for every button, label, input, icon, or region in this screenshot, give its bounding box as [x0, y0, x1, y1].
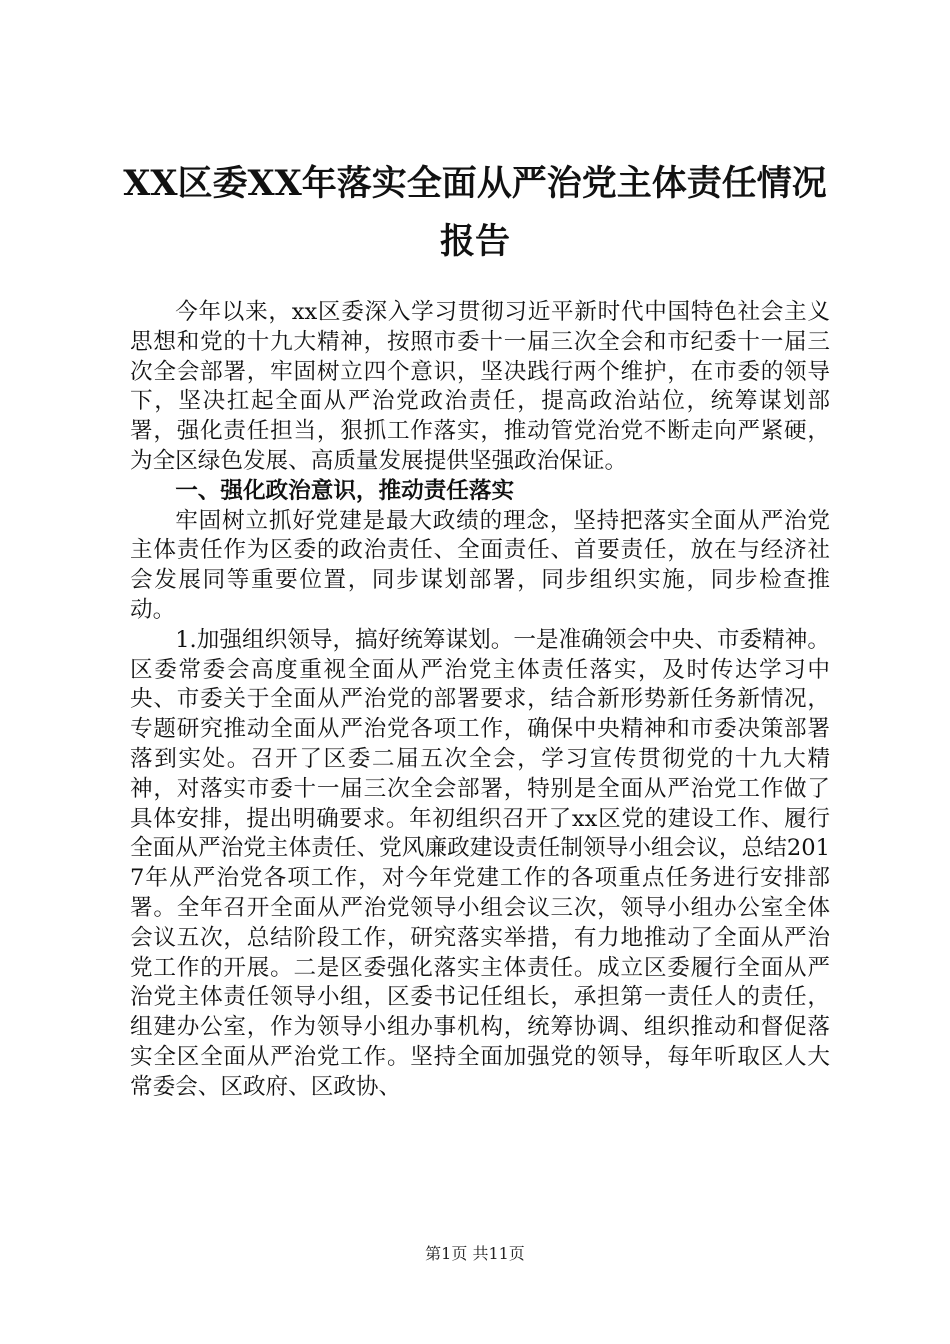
page-footer: 第1页 共11页	[425, 1244, 525, 1263]
section-paragraph: 牢固树立抓好党建是最大政绩的理念，坚持把落实全面从严治党主体责任作为区委的政治责任、全面责任、首要责任，放在与经济社会发展同等重要位置，同步谋划部署，同步组织实施，同步检查推动。	[130, 507, 830, 623]
subsection-paragraph: 1.加强组织领导，搞好统筹谋划。一是准确领会中央、市委精神。区委常委会高度重视全面从严治党主体责任落实，及时传达学习中央、市委关于全面从严治党的部署要求，结合新形势新任务新情况，专题研究推动全面从严治党各项工作，确保中央精神和市委决策部署落到实处。召开了区委二届五次全会，学习宣传贯彻党的十九大精神，对落实市委十一届三次全会部署，特别是全面从严治党工作做了具体安排，提出明确要求。年初组织召开了xx区党的建设工作、履行全面从严治党主体责任、党风廉政建设责任制领导小组会议，总结2017年从严治党各项工作，对今年党建工作的各项重点任务进行安排部署。全年召开全面从严治党领导小组会议三次，领导小组办公室全体会议五次，总结阶段工作，研究落实举措，有力地推动了全面从严治党工作的开展。二是区委强化落实主体责任。成立区委履行全面从严治党主体责任领导小组，区委书记任组长，承担第一责任人的责任，组建办公室，作为领导小组办事机构，统筹协调、组织推动和督促落实全区全面从严治党工作。坚持全面加强党的领导，每年听取区人大常委会、区政府、区政协、	[130, 626, 830, 1100]
document-body	[130, 298, 830, 1103]
section-heading: 一、强化政治意识，推动责任落实	[175, 477, 515, 504]
document-title-line-2: 报告	[439, 221, 510, 262]
intro-paragraph: 今年以来，xx区委深入学习贯彻习近平新时代中国特色社会主义思想和党的十九大精神，按照市委十一届三次全会和市纪委十一届三次全会部署，牢固树立四个意识，坚决践行两个维护，在市委的领导下，坚决扛起全面从严治党政治责任，提高政治站位，统筹谋划部署，强化责任担当，狠抓工作落实，推动管党治党不断走向严紧硬，为全区绿色发展、高质量发展提供坚强政治保证。	[130, 299, 830, 474]
document-title-line-1: XX区委XX年落实全面从严治党主体责任情况	[123, 163, 827, 204]
